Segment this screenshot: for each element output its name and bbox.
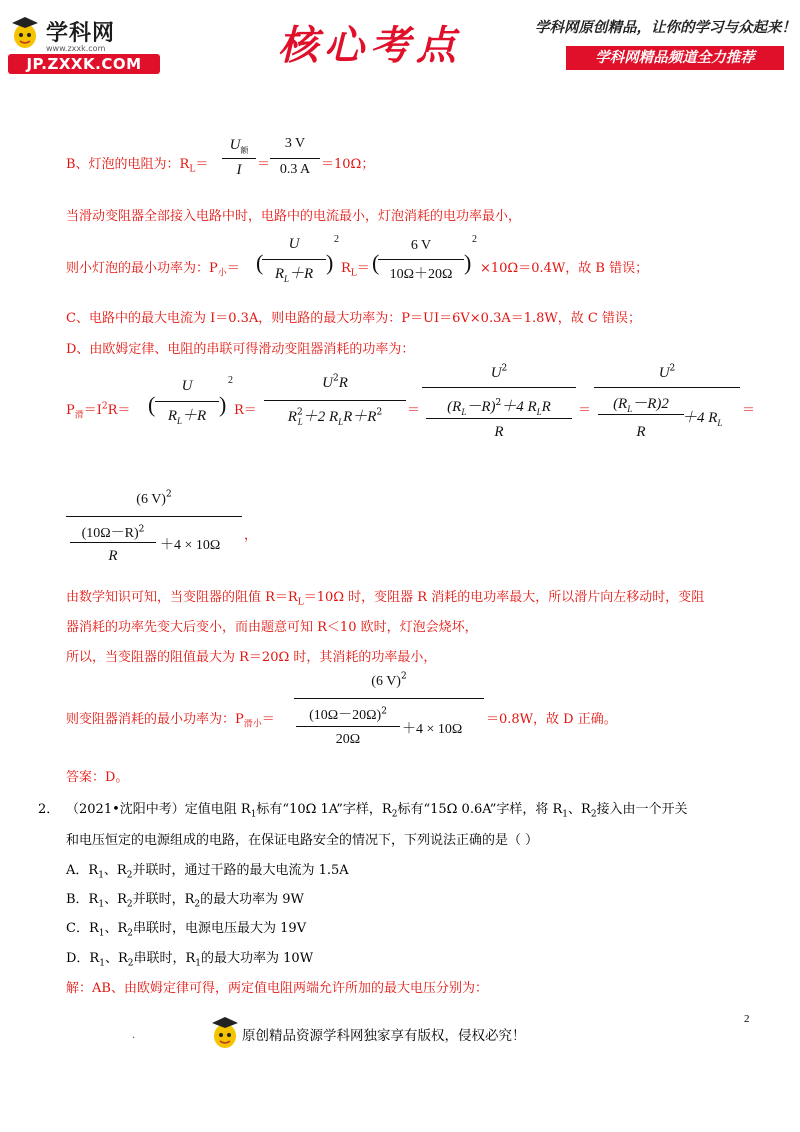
p-min-fraction [262,236,326,288]
question-stem-line2: 和电压恒定的电源组成的电路，在保证电路安全的情况下，下列说法正确的是（ ） [66,833,539,848]
footer-dot: . [132,1030,136,1041]
header-slogan: 学科网原创精品，让你的学习与众起来！ [535,20,796,36]
eq-d-r: R＝ [234,403,257,418]
b-fraction-2 [270,134,320,184]
eq-d-f3-inner-num-tail2: ＋4 R [501,399,537,415]
eq-d-f3-inner-num: (R [447,399,462,415]
eq-d-f2-den: R [287,409,297,425]
eq-f-result: ＝0.8W，故 D 正确。 [486,712,617,727]
eq-d-f3-num: U [490,365,502,381]
eq-d-f2-num-tail: R [338,375,348,391]
eq-d-f3-inner-num-sub: L [461,407,467,417]
p-min-sq2: 2 [472,234,477,245]
eq-d-f4-num: U [658,365,670,381]
logo-brand-text: 学科网 [46,21,116,46]
p-slide-sub: 滑 [74,410,84,421]
option-c[interactable]: C．$R_1$、$R_2$串联时，电源电压最大为 19V [66,921,307,939]
eq-d-f4-inner-den: R [636,424,646,440]
eq-d-f4-tail: ＋4 R [682,410,718,426]
eq-f-num: (6 V) [371,674,401,689]
copyright-notice: 原创精品资源学科网独家享有版权，侵权必究！ [242,1028,526,1044]
eq-f-inner-num: (10Ω－20Ω) [309,708,382,723]
line-c: C、电路中的最大电流为 I＝0.3A，则电路的最大功率为：P＝UI＝6V×0.3A＝1.8W，故 C 错误； [66,311,641,326]
p-min-prefix: 则小灯泡的最小功率为：P [66,261,218,276]
line-math1-sub: L [297,597,304,608]
mascot-icon [210,1014,240,1050]
eq-d-f2-num: U [322,375,333,391]
b-eq: ＝ [195,157,209,172]
eq-d-f3-inner-num-sub2: L [536,407,542,417]
p-min-frac2-den: 10Ω＋20Ω [389,267,453,282]
p-min-frac-den: R [274,266,284,282]
line-math3: 所以，当变阻器的阻值最大为 R＝20Ω 时，其消耗的功率最小， [66,650,437,665]
b-frac2-num: 3 V [284,136,306,151]
p-slide-r: R＝ [107,403,131,418]
b-frac1-num-sub: 额 [240,146,249,156]
eq-f-fraction [294,670,484,754]
eq-d-f2-den-sub: L [297,417,303,428]
header-title: 核心考点 [278,22,462,69]
eq-d-f3-inner-num-tail3: R [541,399,551,415]
option-b[interactable]: B．$R_1$、$R_2$并联时，$R_2$的最大功率为 9W [66,892,304,910]
p-min-frac2-num: 6 V [410,238,432,253]
eq-d-eq3: ＝ [407,403,421,418]
eq-f-inner-den: 20Ω [335,732,361,747]
eq-d-eq4: ＝ [578,403,592,418]
eq-f-tail: ＋4 × 10Ω [402,722,463,737]
p-min-frac-den-sub: L [283,274,289,285]
eq-d-f3-inner-den: R [494,424,504,440]
eq-d-f3-inner-num-sup: 2 [495,398,502,408]
eq-d-f1-num: U [181,378,193,394]
option-a[interactable]: A．$R_1$、$R_2$并联时，通过干路的最大电流为 1.5A [66,863,349,881]
eq-d-fraction-2 [264,372,406,434]
line-min-current: 当滑动变阻器全部接入电路中时，电路中的电流最小，灯泡消耗的电功率最小， [66,209,522,224]
eq-f-num-sup: 2 [400,671,407,682]
eq-d-f1-den-tail: ＋R [182,408,207,424]
b-eq2: ＝ [257,157,271,172]
eq-d-sq: 2 [228,375,233,386]
option-d[interactable]: D．$R_1$、$R_2$串联时，$R_1$的最大功率为 10W [66,951,314,969]
eq-d-f2-den-sup: 2 [296,407,303,418]
eq-d-f4-tail-sub: L [717,418,723,428]
question-stem-line1: （2021•沈阳中考）定值电阻 $R_1$标有“10Ω 1A”字样，$R_2$标有“15Ω 0.6A”字样，将 $R_1$、$R_2$接入由一个开关 [66,802,688,820]
header-badge: 学科网精品频道全力推荐 [566,46,784,70]
eq-d-f1-den-sub: L [176,416,182,427]
eq-d-fraction-3 [422,362,576,448]
eq-d-eq5: ＝ [742,403,756,418]
eq-d-f3-inner-num-tail: －R) [466,399,496,415]
eq-d-f2-num-sup: 2 [332,373,339,384]
eq-e-inner-den: R [108,548,118,564]
p-min-frac-num: U [288,236,300,252]
line-d: D、由欧姆定律、电阻的串联可得滑动变阻器消耗的功率为： [66,342,415,357]
p-slide-sq: 2 [101,401,108,412]
question-number: 2． [38,802,60,817]
b-frac2-den: 0.3 A [279,162,311,177]
b-frac1-den: I [236,162,242,178]
p-min-fraction-2 [378,236,464,288]
p-slide-min-eq: ＝ [261,712,275,727]
p-min-sq: 2 [334,234,339,245]
b-frac1-num: U [229,137,241,153]
eq-d-f2-den-sup2: 2 [376,407,383,418]
p-min-rl-sub: L [350,268,357,279]
eq-d-f2-den-tail: ＋2 R [302,409,339,425]
line-math2: 器消耗的功率先变大后变小，而由题意可知 R＜10 欧时，灯泡会烧坏， [66,620,478,635]
b-prefix: B、灯泡的电阻为：R [66,157,190,172]
b-fraction-1 [222,134,256,184]
logo-url-banner: JP.ZXXK.COM [8,54,160,74]
p-min-rl: R [341,261,351,276]
p-slide-eq: ＝I [83,403,102,418]
eq-d-f2-den-sub2: L [338,417,344,428]
p-slide-min-prefix: 则变阻器消耗的最小功率为：P [66,712,244,727]
eq-f-inner-num-sup: 2 [381,706,387,717]
p-min-eq2: ＝ [356,261,370,276]
eq-d-f3-num-sup: 2 [501,363,508,374]
page-header [0,0,800,90]
eq-e-inner-num-sup: 2 [138,524,145,535]
p-slide-prefix: P [66,403,75,418]
zxxk-logo[interactable] [6,14,162,76]
mascot-icon [10,14,40,50]
p-min-sub: 小 [217,268,227,279]
eq-e-num-sup: 2 [165,489,172,500]
eq-d-f4-inner-num: (R [613,396,628,412]
eq-d-f4-inner-num-sub: L [627,404,633,414]
eq-d-f1-den: R [167,408,177,424]
p-min-eq: ＝ [226,261,240,276]
answer-line: 答案：D。 [66,770,129,785]
eq-d-fraction-4 [594,362,740,448]
page-number: 2 [744,1013,750,1025]
logo-site-text: www.zxxk.com [46,44,106,53]
line-math1-tail: ＝10Ω 时，变阻器 R 消耗的电功率最大，所以滑片向左移动时，变阻 [303,590,705,605]
eq-d-f4-inner-num-tail: －R)2 [632,396,669,412]
eq-d-fraction-1 [155,378,219,430]
p-min-frac-den-tail: ＋R [289,266,314,282]
eq-e-inner-num: (10Ω－R) [81,526,139,541]
b-result: ＝10Ω； [321,157,375,172]
solution-start: 解：AB、由欧姆定律可得，两定值电阻两端允许所加的最大电压分别为： [66,981,488,996]
eq-d-f2-den-tail2: R＋R [343,409,377,425]
eq-d-f4-num-sup: 2 [669,363,676,374]
eq-e-num: (6 V) [136,492,166,507]
eq-e-tail: ＋4 × 10Ω [160,538,221,553]
line-math1: 由数学知识可知，当变阻器的阻值 R＝R [66,590,298,605]
p-min-result: ×10Ω＝0.4W，故 B 错误； [480,261,649,276]
p-slide-min-sub: 滑小 [243,719,262,730]
eq-e-comma: ， [244,528,258,543]
b-sub: L [189,164,196,175]
eq-e-fraction [66,488,242,570]
